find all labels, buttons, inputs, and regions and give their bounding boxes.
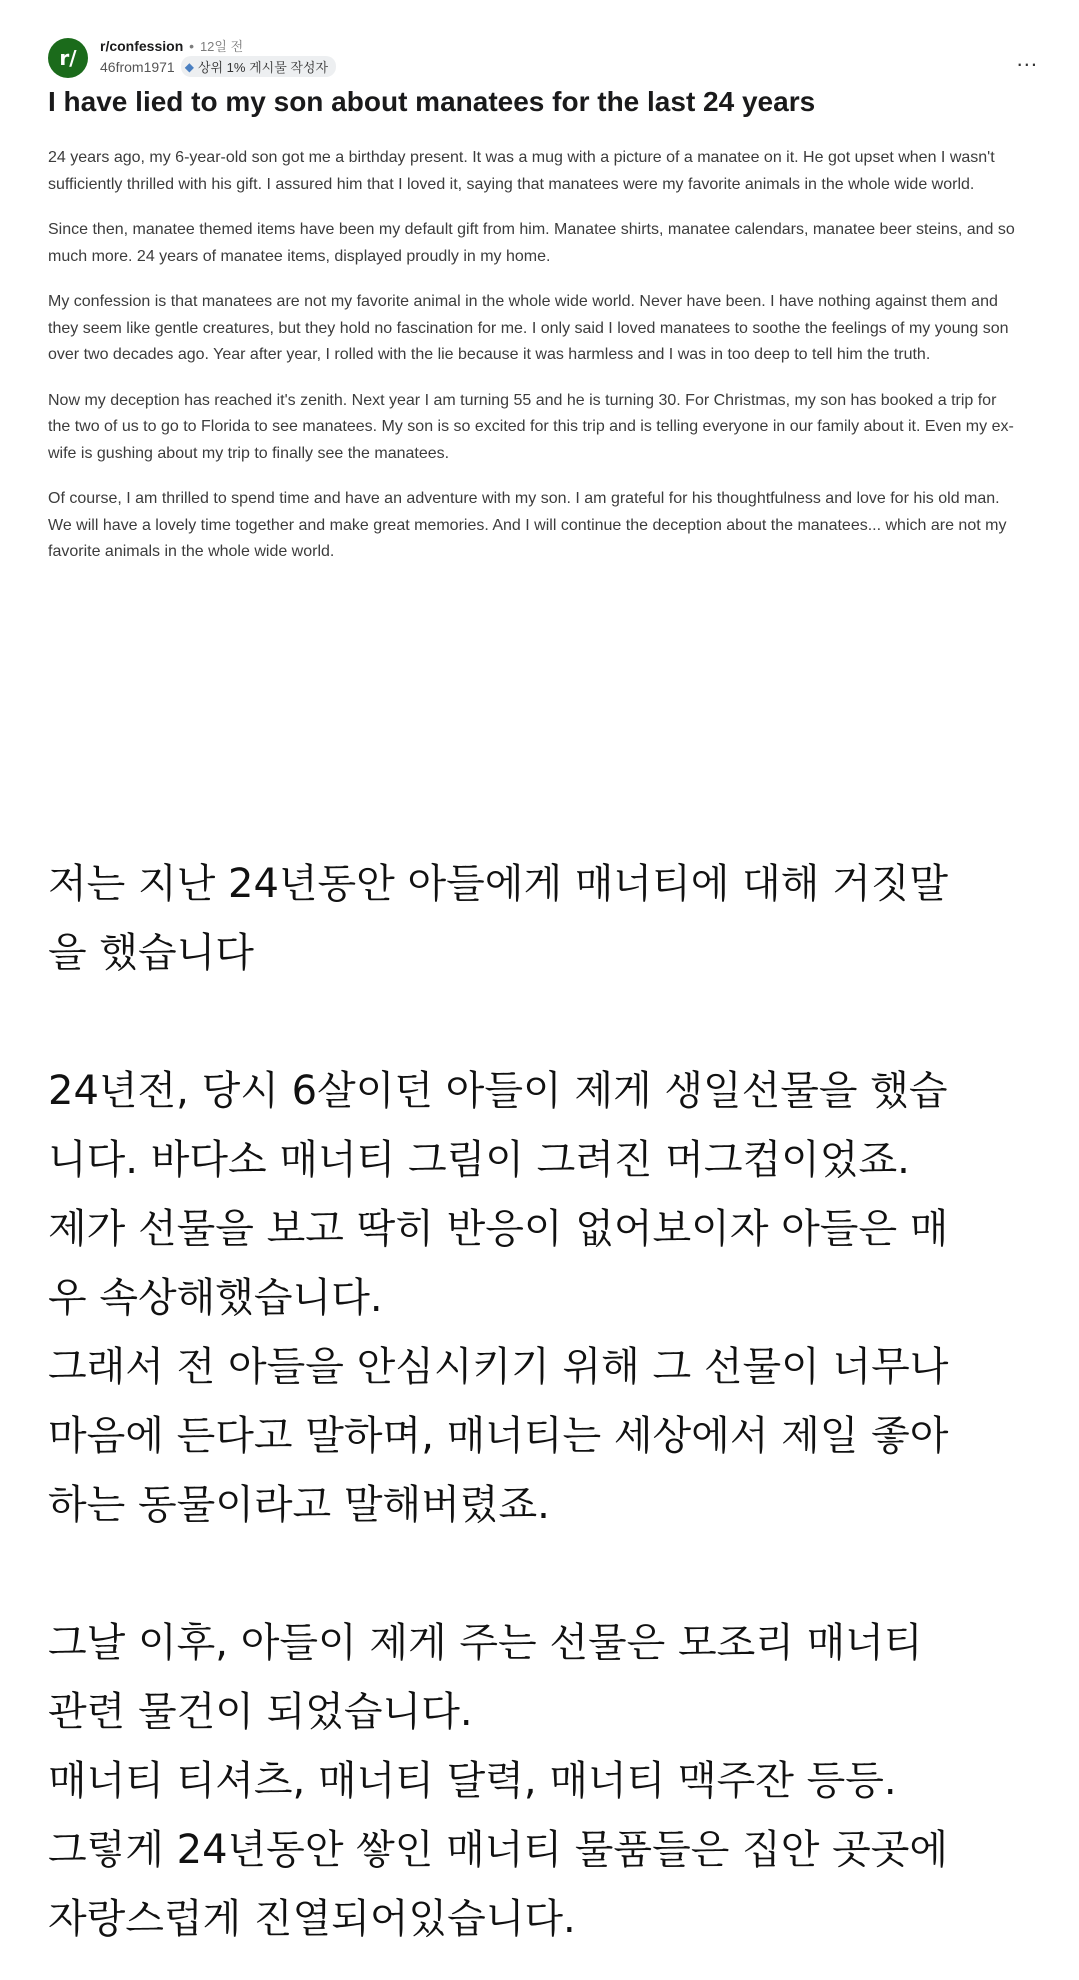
more-options-button[interactable]: ...: [1016, 46, 1038, 71]
author-link[interactable]: 46from1971: [100, 58, 175, 75]
paragraph-spacer: [48, 1540, 1048, 1609]
meta-separator: •: [189, 38, 195, 54]
post-time: 12일 전: [199, 39, 244, 54]
badge-label: 상위 1% 게시물 작성자: [197, 60, 329, 75]
translation-title-line: 저는 지난 24년동안 아들에게 매너티에 대해 거짓말: [48, 861, 948, 907]
post-paragraph: My confession is that manatees are not my favorite animal in the whole wide world. Never have been. I have nothing against them and they seem like gentle creatures, but they hold no fascination for me. I only said I loved manatees to soothe the feelings of my young son over two decades ago. Year after year, I rolled with the lie because it was harmless and I was in too deep to tell him the truth.: [48, 293, 1009, 363]
post-paragraph: Now my deception has reached it's zenith. Next year I am turning 55 and he is turning 30. For Christmas, my son has booked a trip for the two of us to go to Florida to see manatees. My son is so excited for this trip and is telling everyone in our family about it. Even my ex-wife is gushing about my trip to finally see the manatees.: [48, 391, 1014, 462]
subreddit-link[interactable]: r/confession: [100, 38, 184, 54]
post-paragraph: 24 years ago, my 6-year-old son got me a birthday present. It was a mug with a picture of a manatee on it. He got upset when I wasn't sufficiently thrilled with his gift. I assured him that I loved it, saying that manatees were my favorite animals in the whole wide world.: [48, 149, 995, 193]
translation-line: 우 속상해했습니다.: [48, 1275, 383, 1321]
reddit-post-screenshot: [0, 0, 1079, 660]
translation-line: 그날 이후, 아들이 제게 주는 선물은 모조리 매너티: [48, 1620, 923, 1666]
post-paragraph: Of course, I am thrilled to spend time and have an adventure with my son. I am grateful for his thoughtfulness and love for his old man. We will have a lovely time together and make great memories. And I will continue the deception about the manatees... which are not my favorite animals in the whole wide world.: [48, 490, 1007, 560]
post-meta-primary: [100, 36, 243, 55]
author-badge: [181, 56, 336, 77]
translation-line: 그렇게 24년동안 쌓인 매너티 물품들은 집안 곳곳에: [48, 1827, 948, 1873]
post-body: [48, 145, 1023, 585]
post-header: [48, 28, 1038, 88]
translation-line: 제가 선물을 보고 딱히 반응이 없어보이자 아들은 매: [48, 1206, 949, 1252]
translation-line: 관련 물건이 되었습니다.: [48, 1689, 473, 1735]
translation-line: 24년전, 당시 6살이던 아들이 제게 생일선물을 했습: [48, 1068, 948, 1114]
post-meta-secondary: [100, 56, 336, 77]
translation-line: 하는 동물이라고 말해버렸죠.: [48, 1482, 550, 1528]
korean-translation: [48, 850, 1048, 1954]
post-title[interactable]: I have lied to my son about manatees for the last 24 years: [48, 86, 816, 117]
shield-icon: ◆: [184, 59, 194, 74]
translation-title-line: 을 했습니다: [48, 930, 254, 976]
subreddit-avatar[interactable]: r/: [48, 38, 88, 78]
paragraph-spacer: [48, 988, 1048, 1057]
translation-line: 그래서 전 아들을 안심시키기 위해 그 선물이 너무나: [48, 1344, 949, 1390]
translation-line: 니다. 바다소 매너티 그림이 그려진 머그컵이었죠.: [48, 1137, 910, 1183]
post-paragraph: Since then, manatee themed items have been my default gift from him. Manatee shirts, manatee calendars, manatee beer steins, and so much more. 24 years of manatee items, displayed proudly in my home.: [48, 221, 1015, 265]
translation-line: 매너티 티셔츠, 매너티 달력, 매너티 맥주잔 등등.: [48, 1758, 897, 1804]
translation-line: 마음에 든다고 말하며, 매너티는 세상에서 제일 좋아: [48, 1413, 949, 1459]
translation-line: 자랑스럽게 진열되어있습니다.: [48, 1896, 576, 1942]
